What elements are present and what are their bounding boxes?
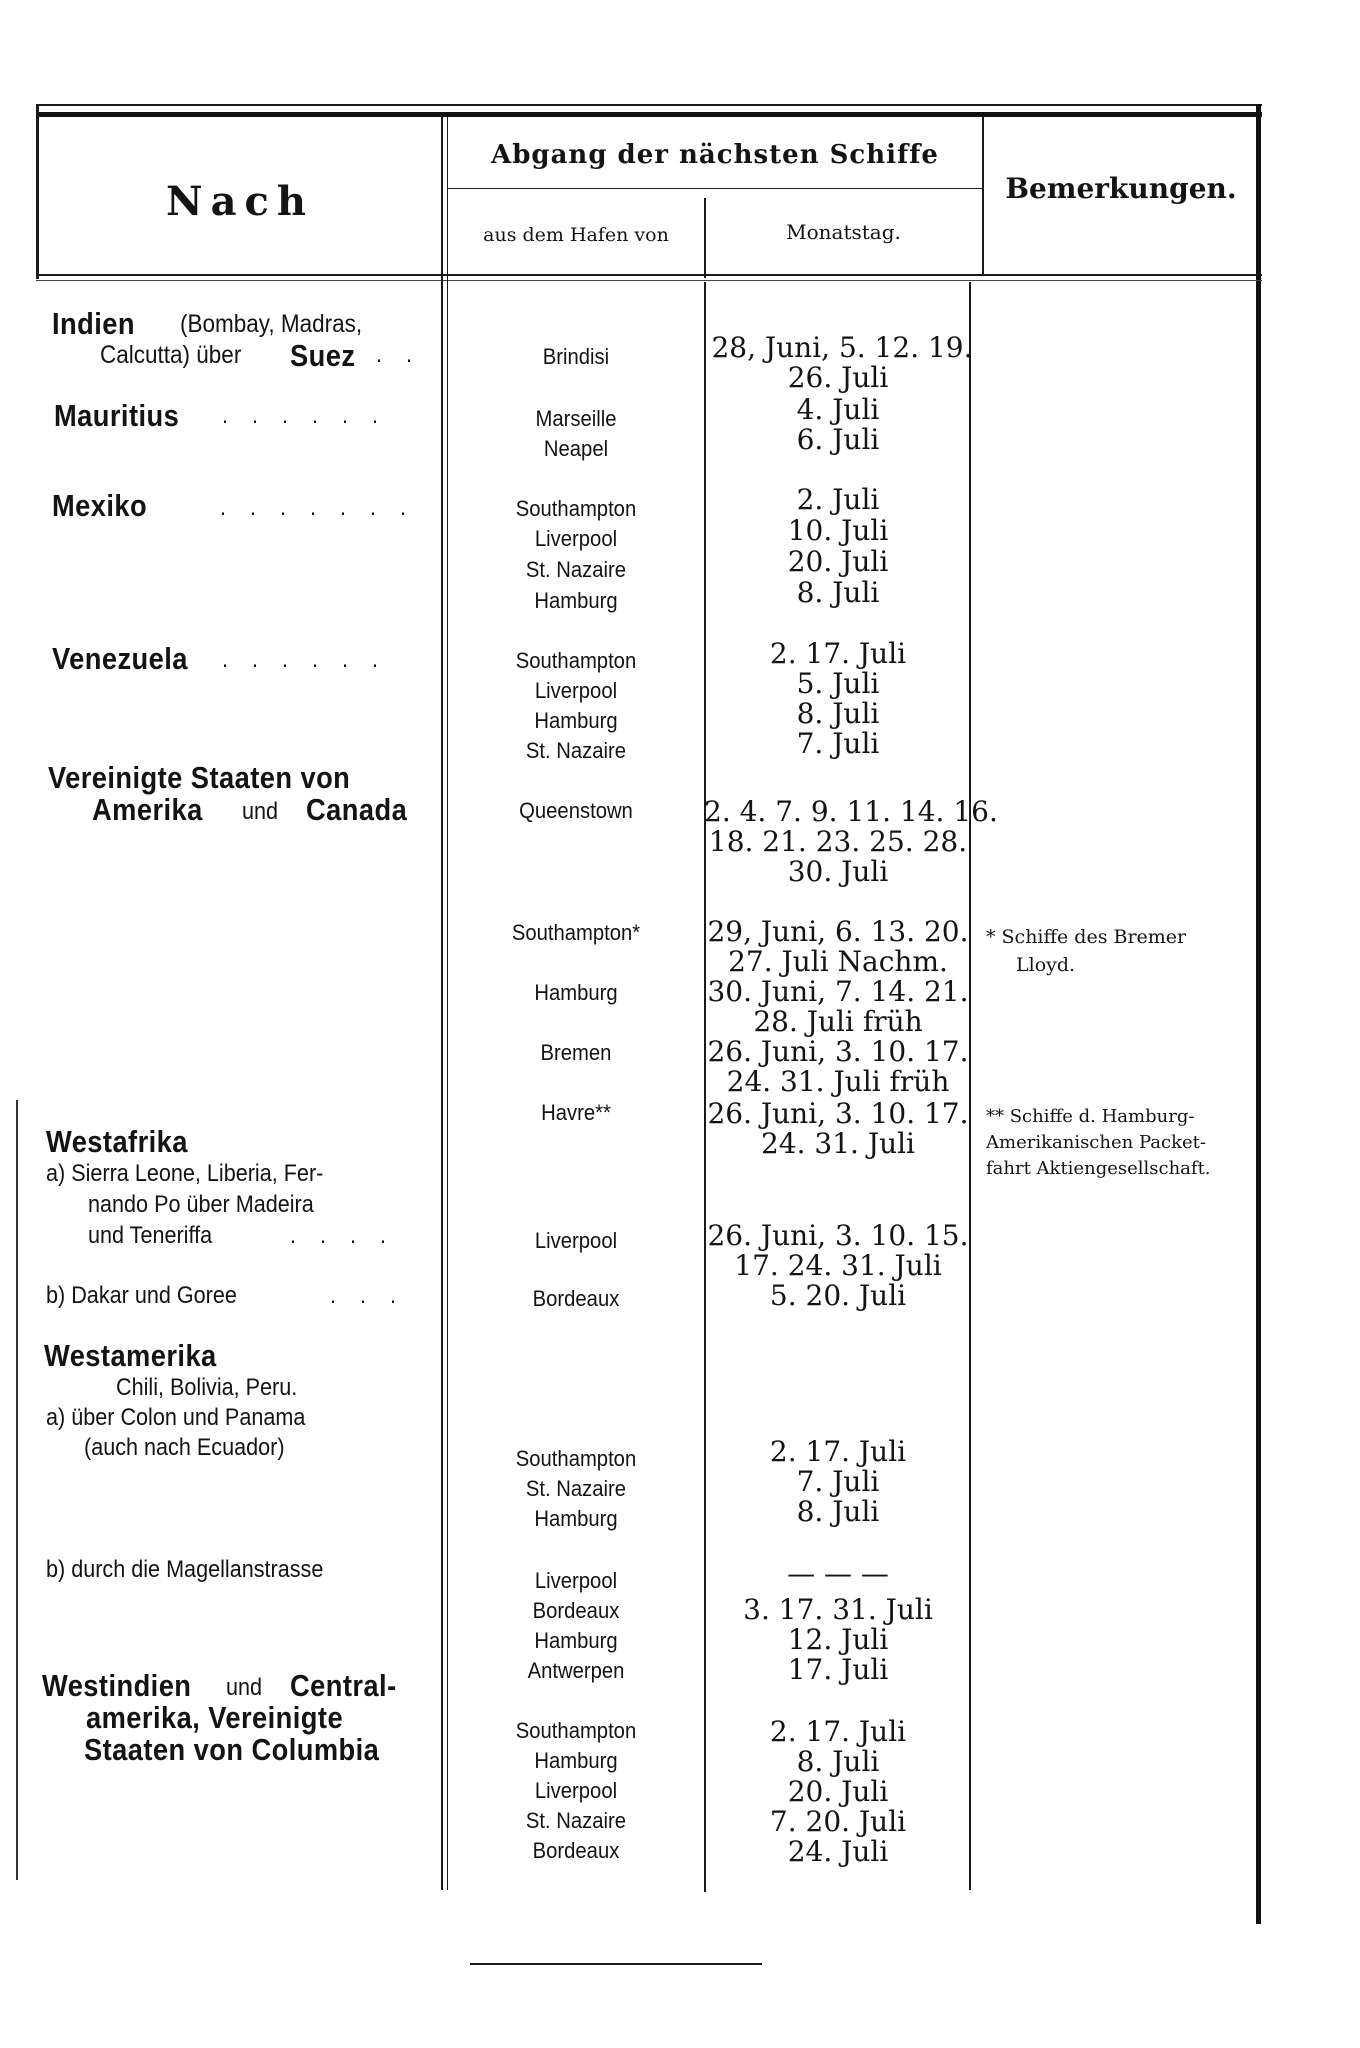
date-queenstown: 2. 4. 7. 9. 11. 14. 16. [704,795,998,828]
dest-venezuela: Venezuela [52,641,188,676]
dest-westindien-und: und [226,1674,263,1701]
port-liverpool: Liverpool [534,1568,618,1593]
date-brindisi-cont: 26. Juli [787,361,889,394]
dest-westafrika-a-line3: und Teneriffa [88,1222,213,1249]
dest-westindien-amerika: amerika, Vereinigte [86,1700,344,1735]
port-bremen: Bremen [540,1040,612,1065]
date-st-nazaire: 7. 20. Juli [769,1805,907,1838]
port-southampton: Southampton [515,1718,637,1743]
table-top-rule [36,104,1262,106]
date-havre: 26. Juni, 3. 10. 17. [707,1097,969,1130]
date-southampton-cont: 27. Juli Nachm. [728,945,948,978]
date-hamburg: 8. Juli [796,697,880,730]
leader-dots: . . . [330,1282,406,1309]
header-bottom-rule [36,274,1262,276]
date-liverpool: 10. Juli [787,514,889,547]
port-bordeaux: Bordeaux [532,1286,620,1311]
port-marseille: Marseille [535,406,617,431]
port-bordeaux: Bordeaux [532,1598,620,1623]
header-bemerkungen: Bemerkungen. [1005,172,1237,205]
dest-mauritius: Mauritius [54,398,180,433]
port-hamburg: Hamburg [534,1628,618,1653]
date-st-nazaire: 20. Juli [787,545,889,578]
port-liverpool: Liverpool [534,1228,618,1253]
header-nach: Nach [166,178,314,225]
dest-indien: Indien [52,306,135,341]
dest-canada: Canada [306,792,408,827]
port-antwerpen: Antwerpen [527,1658,625,1683]
port-queenstown: Queenstown [519,798,633,823]
date-liverpool: 20. Juli [787,1775,889,1808]
dest-westindien-central: Central- [290,1668,397,1703]
port-st-nazaire: St. Nazaire [525,1808,627,1833]
date-st-nazaire: 7. Juli [796,727,880,760]
dest-westamerika-a-line1: a) über Colon und Panama [46,1404,306,1431]
leader-dots: . . . . . . [222,646,388,673]
date-southampton: 2. Juli [796,483,880,516]
date-hamburg: 8. Juli [796,576,880,609]
dest-westafrika-a-line2: nando Po über Madeira [88,1191,314,1218]
date-queenstown-cont: 18. 21. 23. 25. 28. [708,825,968,858]
port-hamburg: Hamburg [534,980,618,1005]
dest-mexiko: Mexiko [52,488,148,523]
page-bottom-rule [470,1963,762,1965]
port-st-nazaire: St. Nazaire [525,557,627,582]
port-havre: Havre** [541,1100,611,1125]
date-brindisi: 28, Juni, 5. 12. 19. [711,331,973,364]
remark-hamburg-amerika: ** Schiffe d. Hamburg- [986,1106,1195,1127]
date-hamburg: 8. Juli [796,1745,880,1778]
column-divider-nach-inner [447,117,448,1890]
port-southampton: Southampton [515,1446,637,1471]
dest-westindien-columbia: Staaten von Columbia [84,1732,380,1767]
remark-hamburg-amerika-cont: fahrt Aktiengesellschaft. [986,1158,1211,1179]
subheader-rule [447,188,982,189]
header-bottom-rule-2 [36,280,1262,281]
date-hamburg: 8. Juli [796,1495,880,1528]
port-neapel: Neapel [543,436,609,461]
date-southampton: 2. 17. Juli [769,1715,907,1748]
date-st-nazaire: 7. Juli [796,1465,880,1498]
table-left-rule [36,104,39,279]
date-hamburg-cont: 28. Juli früh [753,1005,923,1038]
date-antwerpen: 17. Juli [787,1653,889,1686]
port-liverpool: Liverpool [534,678,618,703]
header-hafen: aus dem Hafen von [483,224,669,246]
dest-vereinigte-staaten: Vereinigte Staaten von [48,760,351,795]
leader-dots: . . . . [290,1222,396,1249]
dest-westamerika-b: b) durch die Magellanstrasse [46,1556,324,1583]
date-southampton: 2. 17. Juli [769,637,907,670]
remark-bremer-lloyd: * Schiffe des Bremer [986,926,1187,948]
date-southampton: 2. 17. Juli [769,1435,907,1468]
date-bordeaux: 5. 20. Juli [769,1279,907,1312]
port-southampton: Southampton [515,648,637,673]
dest-indien-via: Calcutta) über [100,341,242,369]
port-brindisi: Brindisi [542,344,610,369]
port-bordeaux: Bordeaux [532,1838,620,1863]
port-southampton: Southampton [515,496,637,521]
port-hamburg: Hamburg [534,708,618,733]
port-liverpool: Liverpool [534,1778,618,1803]
leader-dots: . . [376,341,422,368]
date-bremen: 26. Juni, 3. 10. 17. [707,1035,969,1068]
dest-westamerika-countries: Chili, Bolivia, Peru. [116,1374,298,1401]
date-hamburg: 12. Juli [787,1623,889,1656]
table-right-rule [1256,104,1261,1924]
date-southampton: 29, Juni, 6. 13. 20. [707,915,969,948]
date-neapel: 6. Juli [796,423,880,456]
header-monatstag: Monatstag. [786,220,901,244]
dest-westindien: Westindien [42,1668,192,1703]
date-marseille: 4. Juli [796,393,880,426]
port-st-nazaire: St. Nazaire [525,738,627,763]
dest-amerika: Amerika [92,792,203,827]
table-top-thick-rule [36,112,1262,117]
date-hamburg: 30. Juni, 7. 14. 21. [707,975,969,1008]
remark-hamburg-amerika-cont: Amerikanischen Packet- [986,1132,1206,1153]
dest-indien-places: (Bombay, Madras, [180,310,363,338]
date-bremen-cont: 24. 31. Juli früh [726,1065,950,1098]
date-bordeaux: 24. Juli [787,1835,889,1868]
leader-dots: . . . . . . [222,402,388,429]
date-liverpool: — — — [787,1557,889,1590]
dest-westafrika-a-line1: a) Sierra Leone, Liberia, Fer- [46,1160,324,1187]
leader-dots: . . . . . . . [220,494,416,521]
dest-und: und [242,798,279,825]
port-hamburg: Hamburg [534,1748,618,1773]
date-queenstown-cont: 30. Juli [787,855,889,888]
port-liverpool: Liverpool [534,526,618,551]
port-hamburg: Hamburg [534,588,618,613]
port-hamburg: Hamburg [534,1506,618,1531]
port-st-nazaire: St. Nazaire [525,1476,627,1501]
port-southampton: Southampton* [511,920,641,945]
column-divider-nach [441,117,443,1890]
dest-westamerika: Westamerika [44,1338,217,1373]
dest-westafrika-b: b) Dakar und Goree [46,1282,237,1309]
page-edge-line [16,1100,18,1880]
date-bordeaux: 3. 17. 31. Juli [743,1593,933,1626]
date-liverpool-cont: 17. 24. 31. Juli [734,1249,942,1282]
dest-westamerika-a-line2: (auch nach Ecuador) [84,1434,285,1461]
header-abgang: Abgang der nächsten Schiffe [491,140,939,170]
dest-indien-suez: Suez [290,338,356,373]
remark-bremer-lloyd-cont: Lloyd. [1016,954,1076,976]
date-liverpool: 5. Juli [796,667,880,700]
dest-westafrika: Westafrika [46,1124,188,1159]
date-liverpool: 26. Juni, 3. 10. 15. [707,1219,969,1252]
date-havre-cont: 24. 31. Juli [760,1127,916,1160]
